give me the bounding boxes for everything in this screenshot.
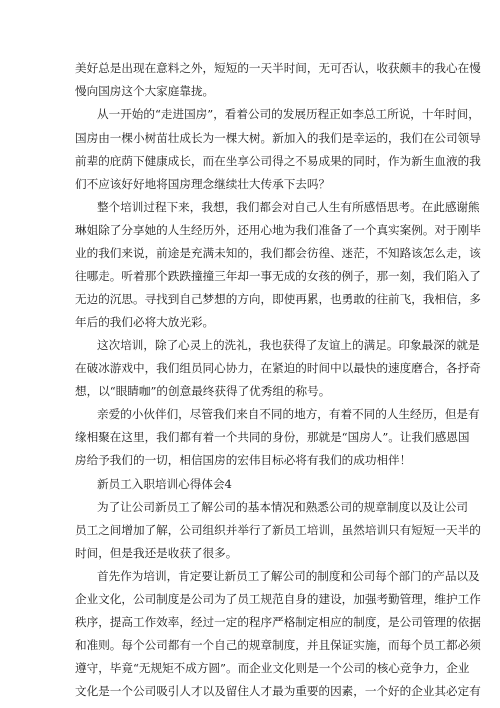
text-line: 时间，但是我还是收获了很多。 <box>75 546 238 560</box>
text-line: 琳姐除了分享她的人生经历外，还用心地为我们准备了一个真实案例。对于刚毕 <box>75 223 481 237</box>
text-line: 整个培训过程下来，我想，我们都会对自己人生有所感悟思考。在此感谢熊 <box>97 200 480 214</box>
text-line: 首先作为培训，肯定要让新员工了解公司的制度和公司每个部门的产品以及 <box>97 569 480 583</box>
text-line: 秩序，提高工作效率，经过一定的程序严格制定相应的制度，是公司管理的依据 <box>75 615 481 629</box>
text-line: 遵守，毕竟“无规矩不成方圆”。而企业文化则是一个公司的核心竞争力，企业 <box>75 661 470 675</box>
text-line: 想，以“眼睛咖”的创意最终获得了优秀组的称号。 <box>75 384 331 398</box>
text-line: 企业文化，公司制度是公司为了员工规范自身的建设，加强考勤管理，维护工作 <box>75 592 481 606</box>
text-line: 从一开始的“走进国房”，看着公司的发展历程正如李总工所说，十年时间， <box>97 107 480 121</box>
text-line: 国房由一棵小树苗壮成长为一棵大树。新加入的我们是幸运的，我们在公司领导 <box>75 131 481 145</box>
text-line: 前辈的庇荫下健康成长，而在坐享公司得之不易成果的同时，作为新生血液的我 <box>75 154 481 168</box>
text-line: 们不应该好好地将国房理念继续壮大传承下去吗？ <box>75 177 331 191</box>
text-line: 在破冰游戏中，我们组员同心协力，在紧迫的时间中以最快的速度磨合，各抒奇 <box>75 361 481 375</box>
text-line: 这次培训，除了心灵上的洗礼，我也获得了友谊上的满足。印象最深的就是 <box>97 338 480 352</box>
text-line: 往哪走。听着那个跌跌撞撞三年却一事无成的女孩的例子，那一刻，我们陷入了 <box>75 269 481 283</box>
text-line: 房给予我们的一切，相信国房的宏伟目标必将有我们的成功相伴！ <box>75 453 412 467</box>
text-line: 亲爱的小伙伴们，尽管我们来自不同的地方，有着不同的人生经历，但是有 <box>97 407 480 421</box>
section-heading: 新员工入职培训心得体会4 <box>97 477 232 491</box>
text-line: 为了让公司新员工了解公司的基本情况和熟悉公司的规章制度以及让公司 <box>97 500 469 514</box>
text-line: 无边的沉思。寻找到自己梦想的方向，即使再累，也勇敢的往前飞，我相信，多 <box>75 292 481 306</box>
text-line: 慢向国房这个大家庭靠拢。 <box>75 84 215 98</box>
text-line: 缘相聚在这里，我们都有着一个共同的身份，那就是“国房人”。让我们感恩国 <box>75 430 470 444</box>
text-line: 年后的我们必将大放光彩。 <box>75 315 215 329</box>
text-line: 业的我们来说，前途是充满未知的，我们都会彷徨、迷茫，不知路该怎么走，该 <box>75 246 481 260</box>
text-line: 文化是一个公司吸引人才以及留住人才最为重要的因素，一个好的企业其必定有 <box>75 684 481 698</box>
text-line: 和准则。每个公司都有一个自己的规章制度，并且保证实施，而每个员工都必须 <box>75 638 481 652</box>
text-line: 美好总是出现在意料之外，短短的一天半时间，无可否认，收获颇丰的我心在慢 <box>75 61 481 75</box>
text-line: 员工之间增加了解，公司组织并举行了新员工培训，虽然培训只有短短一天半的 <box>75 523 481 537</box>
